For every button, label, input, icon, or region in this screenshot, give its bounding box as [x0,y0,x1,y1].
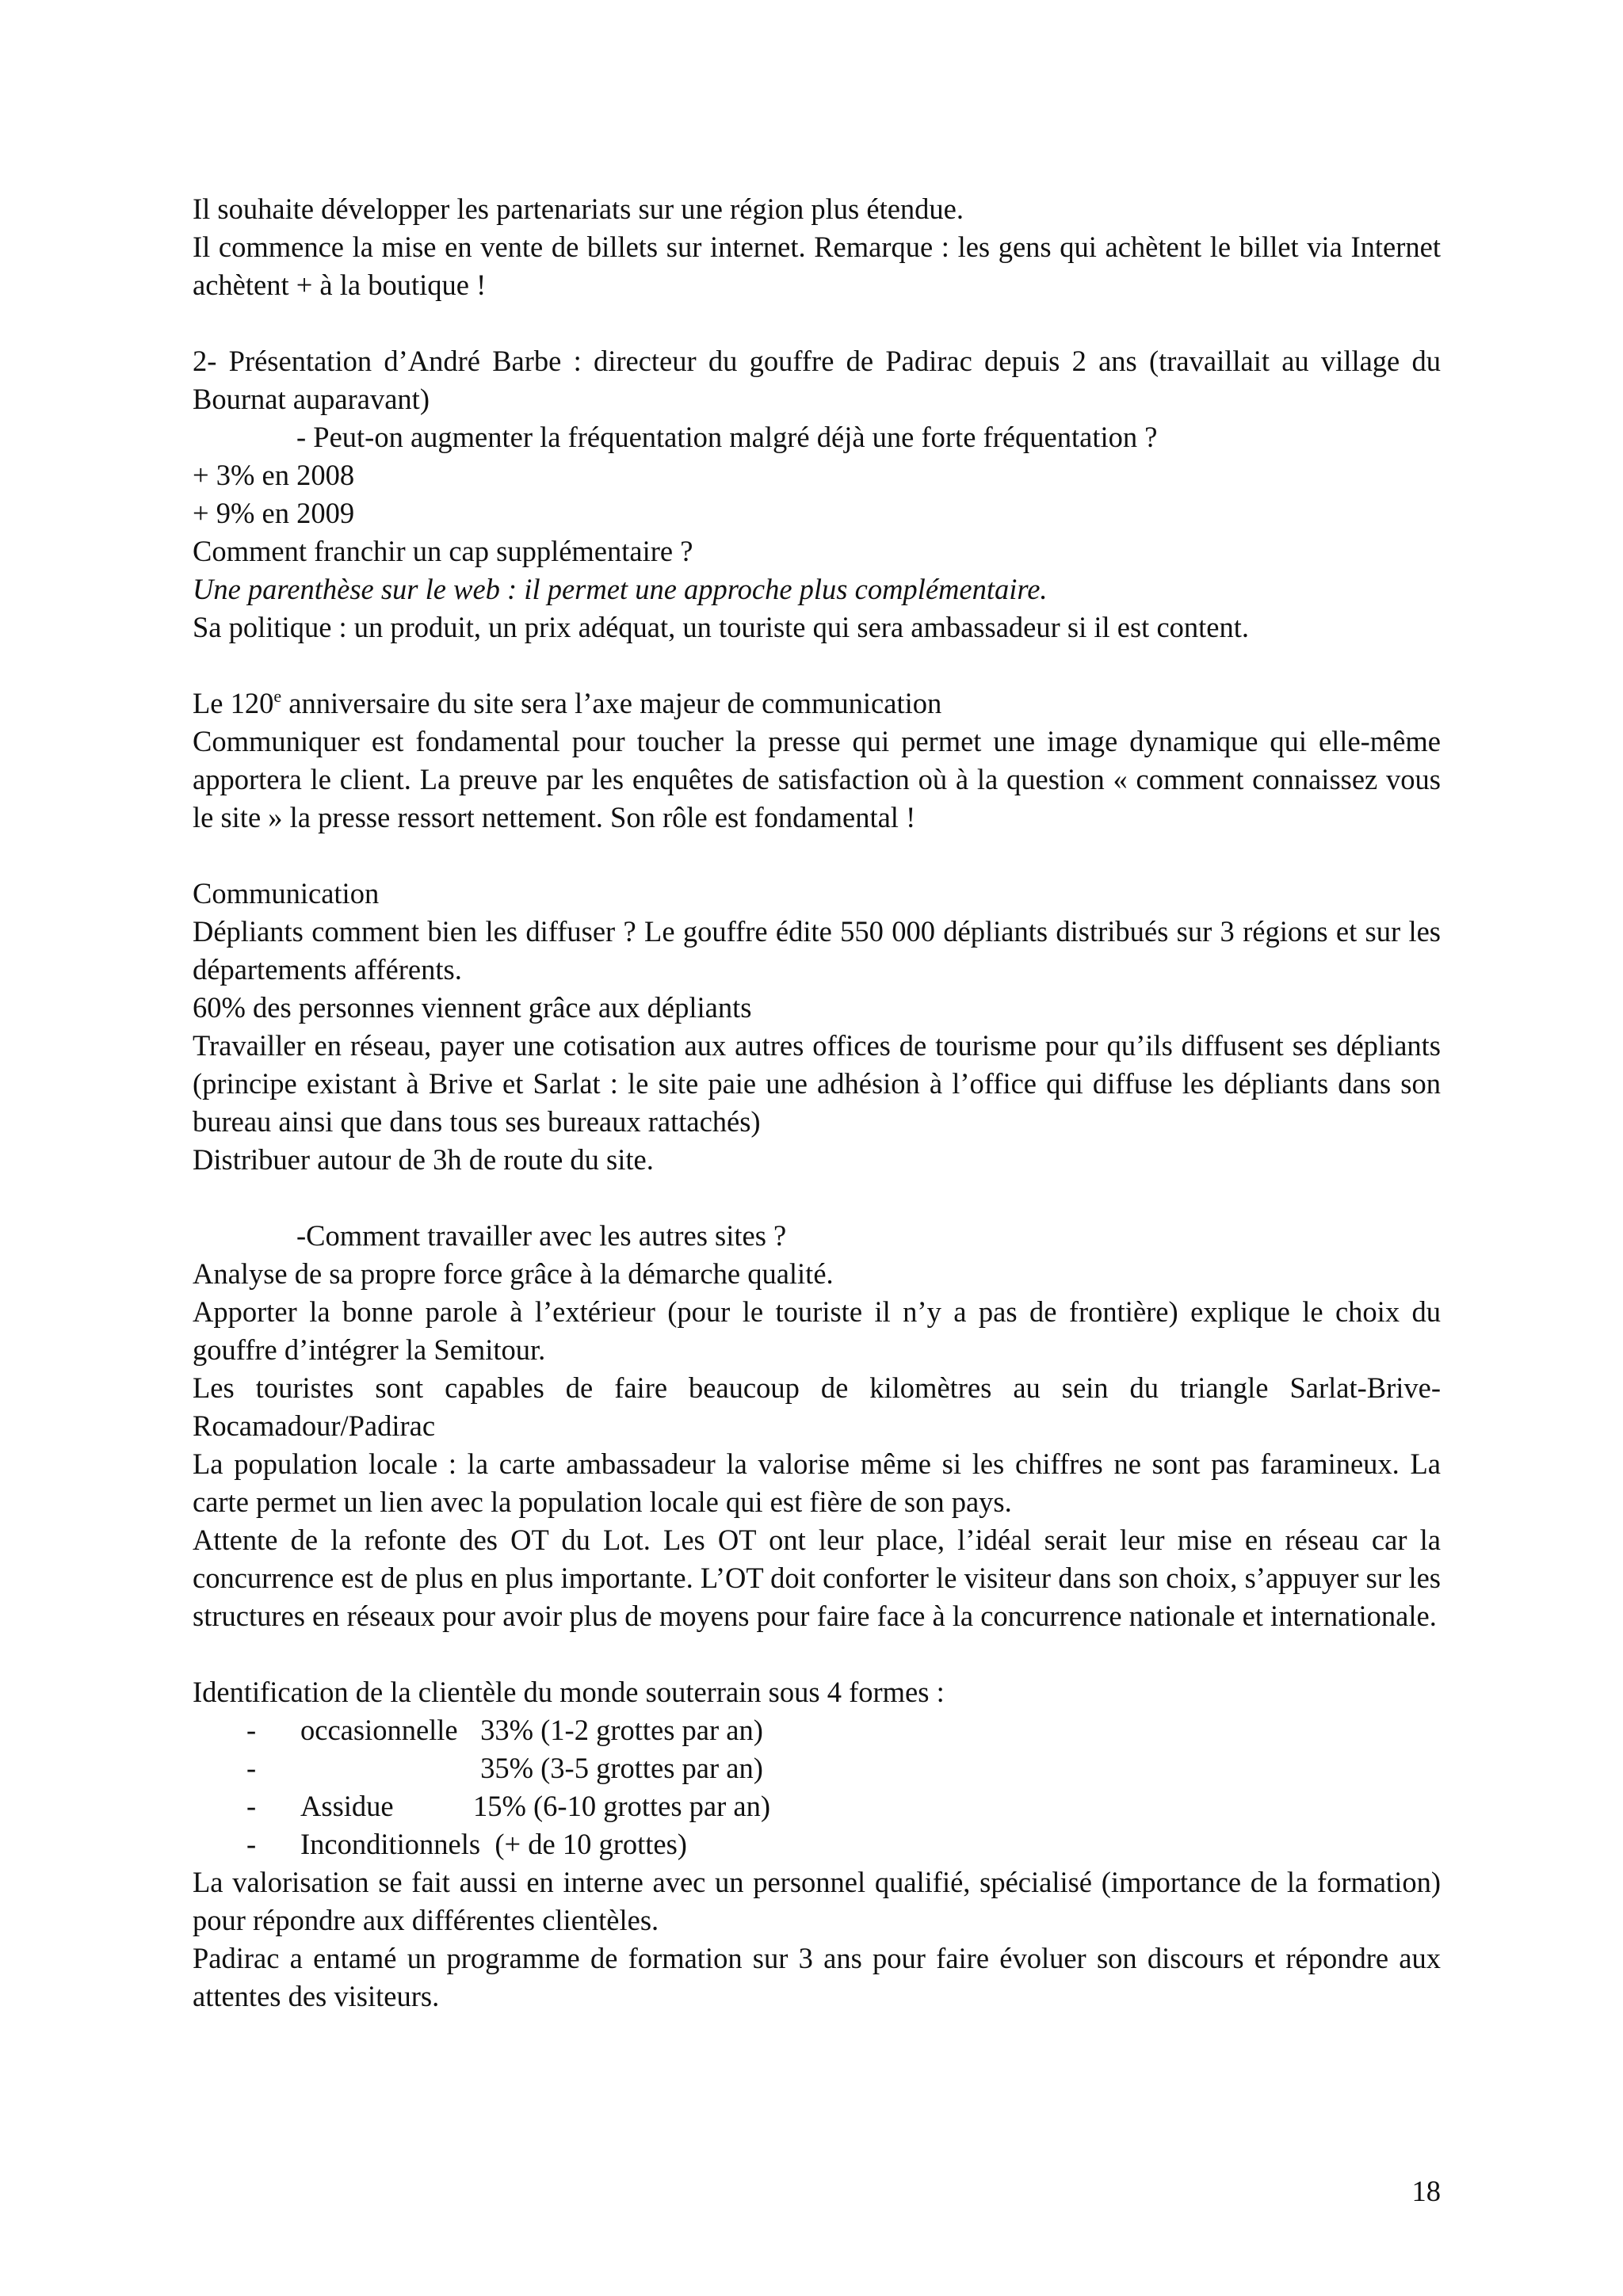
list-item-label [300,1749,473,1787]
stat-2009: + 9% en 2009 [193,497,355,529]
section-heading-presentation: 2- Présentation d’André Barbe : directeur du gouffre de Padirac depuis 2 ans (travaillait au village du Bournat auparavant) [193,345,1441,415]
list-item-value: 15% (6-10 grottes par an) [473,1790,771,1822]
list-dash: - [246,1752,257,1784]
list-dash: - [246,1828,257,1860]
list-item-value: 33% (1-2 grottes par an) [473,1714,763,1746]
question-other-sites: -Comment travailler avec les autres sites ? [296,1219,787,1252]
list-item [193,1825,1441,1863]
paragraph-online-tickets: Il commence la mise en vente de billets sur internet. Remarque : les gens qui achètent le billet via Internet achètent + à la boutique ! [193,231,1441,301]
clientele-list [193,1711,1441,1863]
stat-2008: + 3% en 2008 [193,459,355,491]
paragraph-quality: Analyse de sa propre force grâce à la démarche qualité. [193,1257,834,1290]
paragraph-leaflets: Dépliants comment bien les diffuser ? Le gouffre édite 550 000 dépliants distribués sur 3 régions et sur les départements afférents. [193,915,1441,986]
list-item [193,1787,1441,1825]
spacer [193,1635,1441,1673]
paragraph-policy: Sa politique : un produit, un prix adéquat, un touriste qui sera ambassadeur si il est content. [193,611,1249,643]
list-item-value: (+ de 10 grottes) [473,1828,687,1860]
anniversary-superscript: e [273,686,282,706]
spacer [193,837,1441,875]
spacer [193,1179,1441,1217]
paragraph-ot-lot: Attente de la refonte des OT du Lot. Les OT ont leur place, l’idéal serait leur mise en réseau car la concurrence est de plus en plus importante. L’OT doit conforter le visiteur dans son choix, s’appuyer sur les structures en réseaux pour avoir plus de moyens pour faire face à la concurrence nationale et internationale. [193,1524,1441,1632]
list-item-label: occasionnelle [300,1714,458,1746]
italic-web-note: Une parenthèse sur le web : il permet une approche plus complémentaire. [193,573,1048,605]
paragraph-training-staff: La valorisation se fait aussi en interne avec un personnel qualifié, spécialisé (importance de la formation) pour répondre aux différentes clientèles. [193,1866,1441,1936]
page-number: 18 [1411,2175,1441,2207]
document-body [193,190,1441,2016]
anniversary-prefix: Le 120 [193,687,274,719]
list-item-label: Inconditionnels [300,1828,481,1860]
list-item [193,1749,1441,1787]
question-next-step: Comment franchir un cap supplémentaire ? [193,535,693,567]
spacer [193,646,1441,685]
spacer [193,304,1441,342]
list-item-label: Assidue [300,1790,394,1822]
paragraph-anniversary [193,685,1441,723]
paragraph-network: Travailler en réseau, payer une cotisation aux autres offices de tourisme pour qu’ils diffusent ses dépliants (principe existant à Brive et Sarlat : le site paie une adhésion à l’office qui diffuse les dépliants dans son bureau ainsi que dans tous ses bureaux rattachés) [193,1029,1441,1138]
paragraph-leaflets-stat: 60% des personnes viennent grâce aux dépliants [193,991,752,1024]
question-attendance: - Peut-on augmenter la fréquentation malgré déjà une forte fréquentation ? [296,421,1158,453]
list-dash: - [246,1714,257,1746]
paragraph-triangle: Les touristes sont capables de faire beaucoup de kilomètres au sein du triangle Sarlat-Brive-Rocamadour/Padirac [193,1371,1441,1442]
paragraph-press: Communiquer est fondamental pour toucher la presse qui permet une image dynamique qui elle-même apportera le client. La preuve par les enquêtes de satisfaction où à la question « comment connaissez vous le site » la presse ressort nettement. Son rôle est fondamental ! [193,725,1441,833]
paragraph-training-program: Padirac a entamé un programme de formation sur 3 ans pour faire évoluer son discours et répondre aux attentes des visiteurs. [193,1942,1441,2012]
paragraph-partnerships: Il souhaite développer les partenariats sur une région plus étendue. [193,193,964,225]
paragraph-semitour: Apporter la bonne parole à l’extérieur (pour le touriste il n’y a pas de frontière) explique le choix du gouffre d’intégrer la Semitour. [193,1295,1441,1366]
paragraph-local-population: La population locale : la carte ambassadeur la valorise même si les chiffres ne sont pas faramineux. La carte permet un lien avec la population locale qui est fière de son pays. [193,1447,1441,1518]
anniversary-suffix: anniversaire du site sera l’axe majeur de communication [281,687,942,719]
section-heading-communication: Communication [193,877,380,910]
list-dash: - [246,1790,257,1822]
list-item [193,1711,1441,1749]
section-heading-clientele: Identification de la clientèle du monde souterrain sous 4 formes : [193,1676,945,1708]
paragraph-distribution: Distribuer autour de 3h de route du site. [193,1143,654,1176]
list-item-value: 35% (3-5 grottes par an) [473,1752,763,1784]
